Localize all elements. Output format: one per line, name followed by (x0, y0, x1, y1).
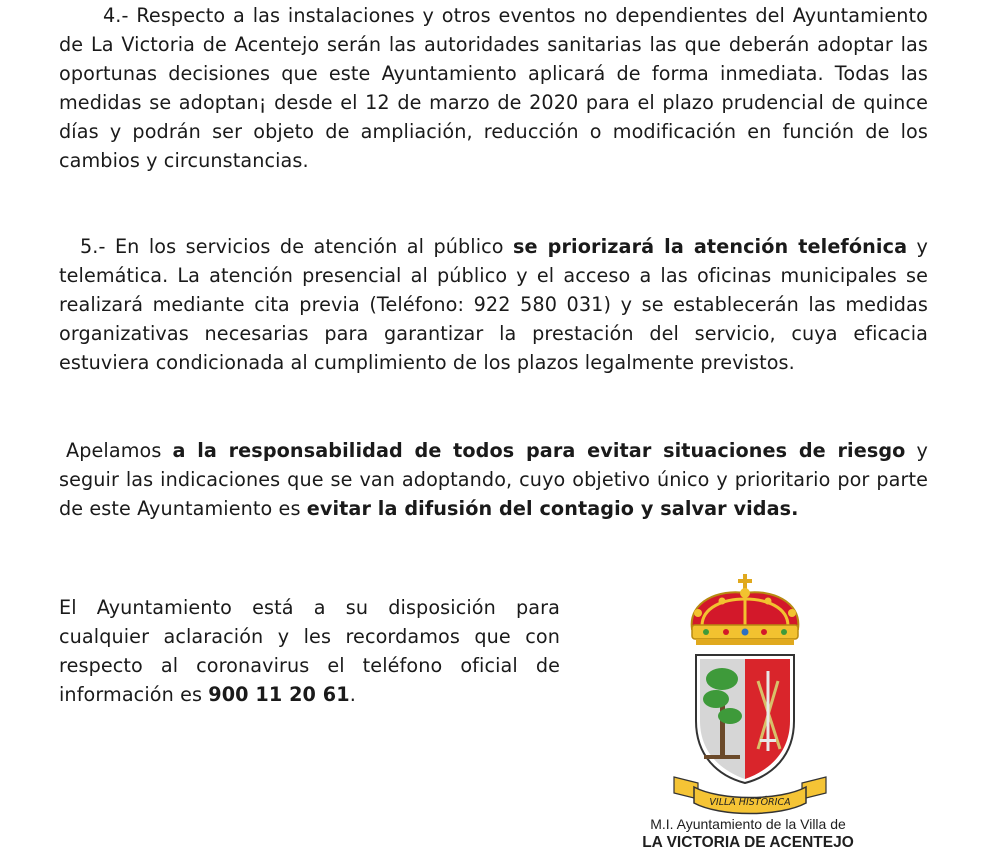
paragraph-contact (59, 593, 560, 709)
paragraph-5-text-a: 5.- En los servicios de atención al público (80, 235, 514, 258)
paragraph-appeal-bold-a: a la responsabilidad de todos para evitar situaciones de riesgo (172, 439, 906, 462)
info-phone-number: 900 11 20 61 (208, 683, 350, 706)
paragraph-appeal-text-b: y seguir las indicaciones que se van adoptando, cuyo objetivo único y prioritario por parte de este Ayuntamiento es (59, 439, 929, 520)
paragraph-5-bold-a: se priorizará la atención telefónica (513, 235, 908, 258)
paragraph-appeal-text-a: Apelamos (66, 439, 173, 462)
paragraph-contact-text-a: El Ayuntamiento está a su disposición para cualquier aclaración y les recordamos que con respecto al coronavirus el teléfono oficial de información es (59, 596, 560, 706)
paragraph-5 (59, 232, 928, 377)
paragraph-contact-text-b: . (349, 683, 356, 706)
paragraph-appeal-bold-b: evitar la difusión del contagio y salvar vidas. (306, 497, 799, 520)
logo-caption-line1: M.I. Ayuntamiento de la Villa de (650, 816, 846, 832)
coat-of-arms-icon (640, 571, 860, 816)
paragraph-appeal (59, 436, 928, 523)
ribbon-text: VILLA HISTÓRICA (709, 797, 791, 808)
logo-caption-line2: LA VICTORIA DE ACENTEJO (642, 834, 854, 851)
paragraph-5-text-b: y telemática. La atención presencial al público y el acceso a las oficinas municipales se realizará mediante cita previa (Teléfono: 922 580 031) y se establecerán las medidas organizativas necesarias para garantizar la prestación del servicio, cuya eficacia estuviera condicionada al cumplimiento de los plazos legalmente previstos. (59, 235, 928, 374)
paragraph-4 (59, 1, 928, 175)
paragraph-4-text: 4.- Respecto a las instalaciones y otros eventos no dependientes del Ayuntamiento de La Victoria de Acentejo serán las autoridades sanitarias las que deberán adoptar las oportunas decisiones que este Ayuntamiento aplicará de forma inmediata. Todas las medidas se adoptan¡ desde el 12 de marzo de 2020 para el plazo prudencial de quince días y podrán ser objeto de ampliación, reducción o modificación en función de los cambios y circunstancias. (59, 4, 928, 172)
